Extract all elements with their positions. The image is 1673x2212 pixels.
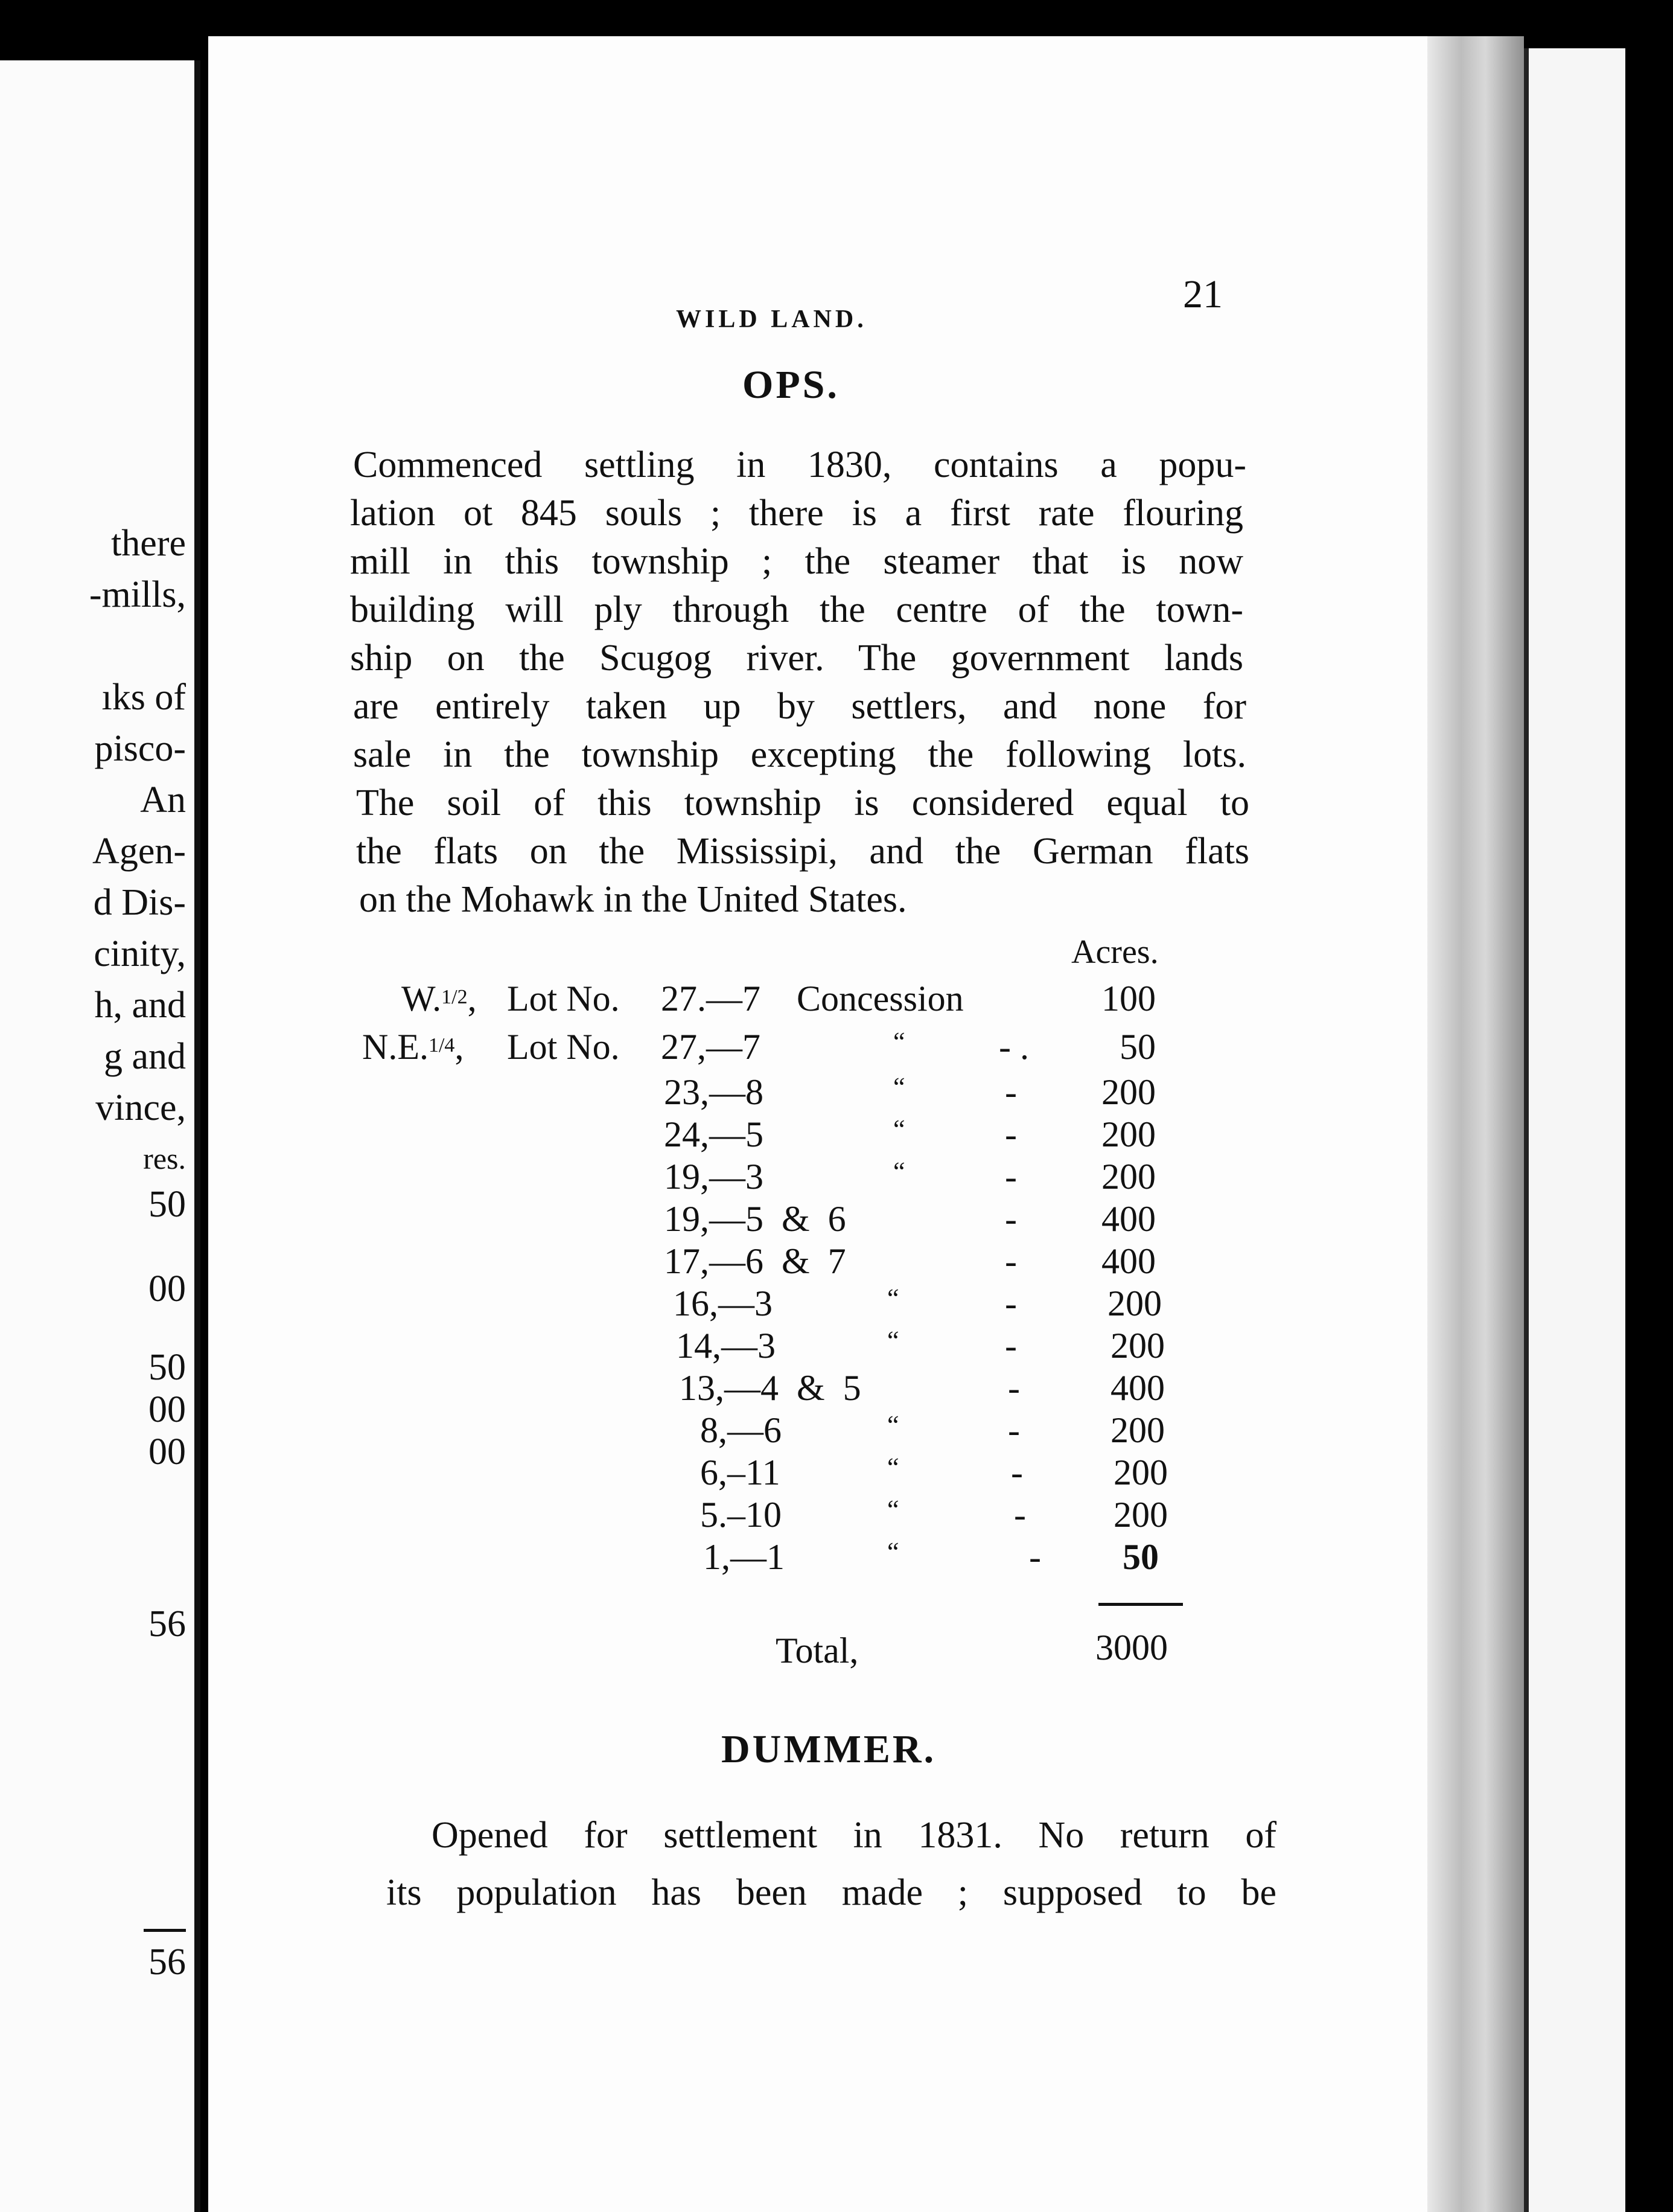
acres-value: 400 — [1101, 1199, 1156, 1239]
ditto-mark: “ — [893, 1114, 905, 1144]
ditto-mark: “ — [893, 1027, 905, 1056]
lot-fraction: 1/2 — [441, 986, 468, 1008]
ops-para-line: lation ot 845 souls ; there is a first rate flouring — [350, 493, 1243, 534]
lot-number: 27.—7 — [661, 979, 760, 1018]
leader-dash: - — [1008, 1410, 1020, 1450]
leader-dash: - — [1005, 1326, 1017, 1366]
left-fragment: g and — [103, 1036, 186, 1077]
acres-value: 50 — [1123, 1537, 1159, 1577]
left-fragment: 00 — [148, 1268, 186, 1309]
acres-value: 200 — [1111, 1326, 1165, 1366]
ditto-mark: “ — [893, 1157, 905, 1186]
left-fragment: ıks of — [101, 677, 186, 718]
lot-number: 16,—3 — [673, 1283, 773, 1323]
leader-dash: - — [1005, 1072, 1017, 1112]
acres-value: 200 — [1101, 1114, 1156, 1154]
ditto-mark: “ — [887, 1283, 899, 1313]
left-page-fragment — [0, 60, 200, 2212]
acres-value: 400 — [1101, 1241, 1156, 1281]
ditto-mark: “ — [887, 1537, 899, 1567]
lot-number: 8,—6 — [700, 1410, 782, 1450]
leader-dash: - — [1005, 1283, 1017, 1323]
left-fragment: there — [111, 523, 186, 564]
left-fragment: 50 — [148, 1184, 186, 1225]
right-page-fragment — [1524, 48, 1625, 2212]
leader-dash: - — [1011, 1453, 1023, 1492]
lot-part-label: N.E. — [362, 1027, 429, 1067]
ditto-mark: “ — [893, 1072, 905, 1102]
left-fragment: d Dis- — [93, 882, 186, 923]
left-fragment: 00 — [148, 1431, 186, 1472]
acres-value: 200 — [1107, 1283, 1162, 1323]
total-rule — [1098, 1603, 1183, 1606]
ditto-mark: “ — [887, 1453, 899, 1482]
lot-number: 19,—5 & 6 — [664, 1199, 846, 1239]
ditto-mark: “ — [887, 1326, 899, 1355]
ditto-mark: “ — [887, 1410, 899, 1440]
lot-number: 14,—3 — [676, 1326, 776, 1366]
lot-part: W.$^{1/2}$, — [401, 979, 477, 1018]
left-fragment: pisco- — [94, 728, 186, 769]
ops-para-line: sale in the township excepting the following lots. — [353, 734, 1246, 775]
section-title-dummer: DUMMER. — [721, 1727, 937, 1771]
acres-value: 100 — [1101, 979, 1156, 1018]
page-number: 21 — [1183, 272, 1223, 316]
leader-dash: - — [1029, 1537, 1041, 1577]
left-fragment: 56 — [148, 1603, 186, 1645]
lot-label: Lot No. — [507, 1027, 620, 1067]
scan-border-top — [0, 0, 1673, 36]
left-rule — [144, 1929, 186, 1932]
acres-value: 400 — [1111, 1368, 1165, 1408]
ops-para-line: are entirely taken up by settlers, and none for — [353, 686, 1246, 727]
lot-number: 23,—8 — [664, 1072, 763, 1112]
acres-value: 200 — [1111, 1410, 1165, 1450]
left-fragment: Agen- — [92, 831, 186, 872]
ops-para-line: mill in this township ; the steamer that is now — [350, 541, 1243, 582]
page-edge-shadow — [1427, 36, 1524, 2212]
left-fragment: 00 — [148, 1389, 186, 1430]
lot-number: 24,—5 — [664, 1114, 763, 1154]
total-label: Total, — [776, 1631, 859, 1670]
left-fragment: vince, — [95, 1087, 186, 1128]
acres-header: Acres. — [1071, 933, 1159, 971]
ditto-mark: “ — [887, 1495, 899, 1524]
ops-para-line: on the Mohawk in the United States. — [359, 879, 907, 920]
acres-value: 200 — [1114, 1453, 1168, 1492]
lot-fraction: 1/4 — [428, 1034, 455, 1056]
ops-para-line: the flats on the Mississipi, and the German flats — [356, 831, 1249, 872]
lot-number: 27,—7 — [661, 1027, 760, 1067]
lot-number: 5.–10 — [700, 1495, 782, 1535]
lot-part-label: W. — [401, 979, 442, 1018]
lot-part: N.E.$^{1/4}$, — [362, 1027, 464, 1067]
ops-para-line: Commenced settling in 1830, contains a popu- — [353, 444, 1246, 485]
dummer-para-line: Opened for settlement in 1831. No return of — [432, 1815, 1276, 1856]
leader-dash: - — [1005, 1241, 1017, 1281]
lot-number: 17,—6 & 7 — [664, 1241, 846, 1281]
ops-para-line: ship on the Scugog river. The government lands — [350, 638, 1243, 679]
leader-dash: - — [1005, 1114, 1017, 1154]
left-fragment: -mills, — [89, 574, 186, 615]
left-fragment: 50 — [148, 1347, 186, 1388]
acres-value: 200 — [1101, 1072, 1156, 1112]
leader-dash: - — [1005, 1199, 1017, 1239]
leader-dash: - — [1008, 1368, 1020, 1408]
left-fragment: An — [140, 779, 186, 820]
lot-label: Lot No. — [507, 979, 620, 1018]
left-fragment: cinity, — [94, 933, 186, 974]
lot-number: 19,—3 — [664, 1157, 763, 1197]
running-head: WILD LAND. — [676, 305, 867, 333]
acres-value: 200 — [1114, 1495, 1168, 1535]
lot-number: 1,—1 — [703, 1537, 785, 1577]
leader-dash: - — [1005, 1157, 1017, 1197]
acres-value: 50 — [1120, 1027, 1156, 1067]
leader-dash: - — [1014, 1495, 1026, 1535]
leader-dash: - . — [999, 1027, 1029, 1067]
acres-value: 200 — [1101, 1157, 1156, 1197]
ops-para-line: The soil of this township is considered equal to — [356, 782, 1249, 823]
lot-number: 13,—4 & 5 — [679, 1368, 861, 1408]
left-fragment: 56 — [148, 1942, 186, 1983]
lot-number: 6,–11 — [700, 1453, 780, 1492]
dummer-para-line: its population has been made ; supposed to be — [386, 1872, 1276, 1913]
total-value: 3000 — [1095, 1628, 1168, 1667]
left-fragment: res. — [143, 1142, 186, 1175]
ops-para-line: building will ply through the centre of the town- — [350, 589, 1243, 630]
section-title-ops: OPS. — [742, 363, 840, 407]
left-fragment: h, and — [94, 985, 186, 1026]
concession-label: Concession — [797, 979, 964, 1018]
